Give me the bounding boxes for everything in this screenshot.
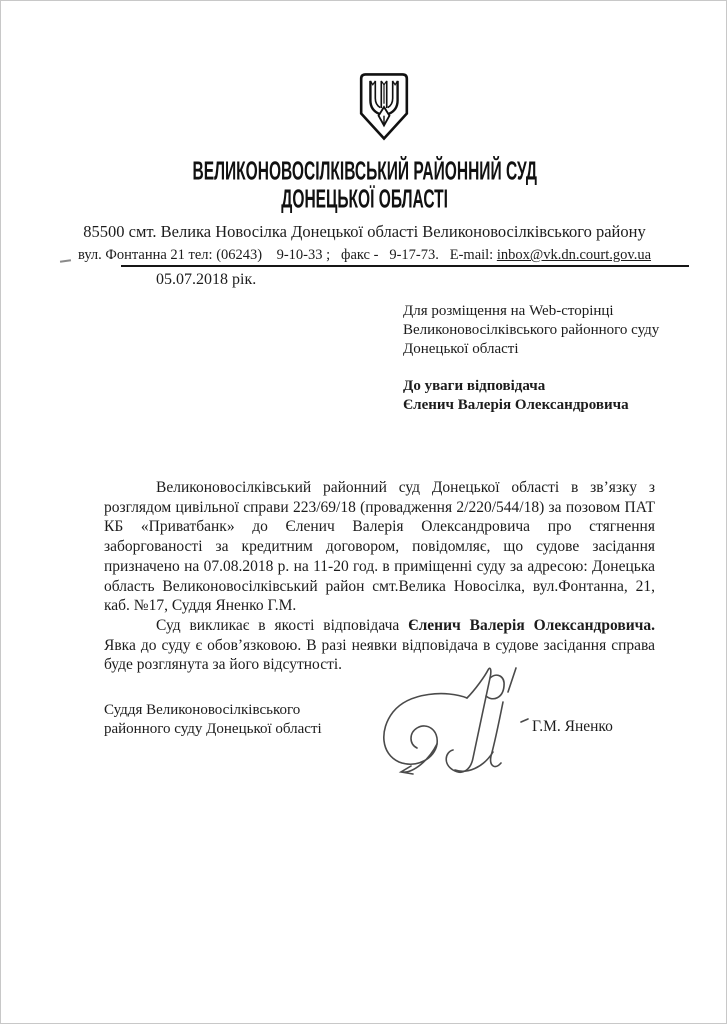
court-postal-address: 85500 смт. Велика Новосілка Донецької області Великоновосілківського району (83, 222, 646, 241)
judge-title-block (104, 701, 322, 739)
judge-name: Г.М. Яненко (532, 718, 613, 735)
recipient-line-1: Для розміщення на Web-сторінці (403, 303, 614, 319)
court-contact-line (1, 247, 727, 264)
paragraph2-defendant-name: Єленич Валерія Олександровича. (408, 616, 655, 634)
court-name-line2-text: ДОНЕЦЬКОЇ ОБЛАСТІ (281, 185, 448, 214)
paragraph2-start: Суд викликає в якості відповідача (156, 616, 409, 634)
court-name-line1-text: ВЕЛИКОНОВОСІЛКІВСЬКИЙ РАЙОННИЙ СУД (192, 157, 537, 186)
judge-title-line2: районного суду Донецької області (104, 721, 322, 737)
recipient-line-2: Великоновосілківського районного суду (403, 322, 660, 338)
handwritten-signature (351, 646, 531, 786)
body-paragraph-1: Великоновосілківський районний суд Донецької області в зв’язку з розглядом цивільної справи 223/69/18 (провадження 2/220/544/18) за позовом ПАТ КБ «Приватбанк» до Єленич Валерія Олександровича про стягнення заборгованості за кредитним договором, повідомляє, що судове засідання призначено на 07.08.2018 р. на 11-20 год. в приміщенні суду за адресою: Донецька область Великоновосілківський район смт.Велика Новосілка, вул.Фонтанна, 21, каб. №17, Суддя Яненко Г.М. (104, 479, 655, 615)
recipient-line-3: Донецької області (403, 341, 519, 357)
document-date: 05.07.2018 рік. (156, 271, 257, 288)
court-name-line2 (1, 185, 727, 214)
contact-prefix: вул. Фонтанна 21 тел: (06243) 9-10-33 ; факс - 9-17-73. E-mail: (77, 247, 497, 263)
recipient-block (403, 302, 683, 415)
court-name-line1 (1, 157, 727, 186)
court-email-link[interactable]: inbox@vk.dn.court.gov.ua (496, 247, 652, 263)
attention-heading: До уваги відповідача (403, 378, 546, 394)
judge-title-line1: Суддя Великоновосілківського (104, 702, 301, 718)
paragraph2-end: Явка до суду є обов’язковою. В разі неявки відповідача в судове засідання справа буде розглянута за його відсутності. (104, 636, 655, 674)
ukraine-trident-emblem-icon (359, 71, 409, 143)
header-divider (121, 265, 689, 267)
defendant-name: Єленич Валерія Олександровича (403, 397, 629, 413)
